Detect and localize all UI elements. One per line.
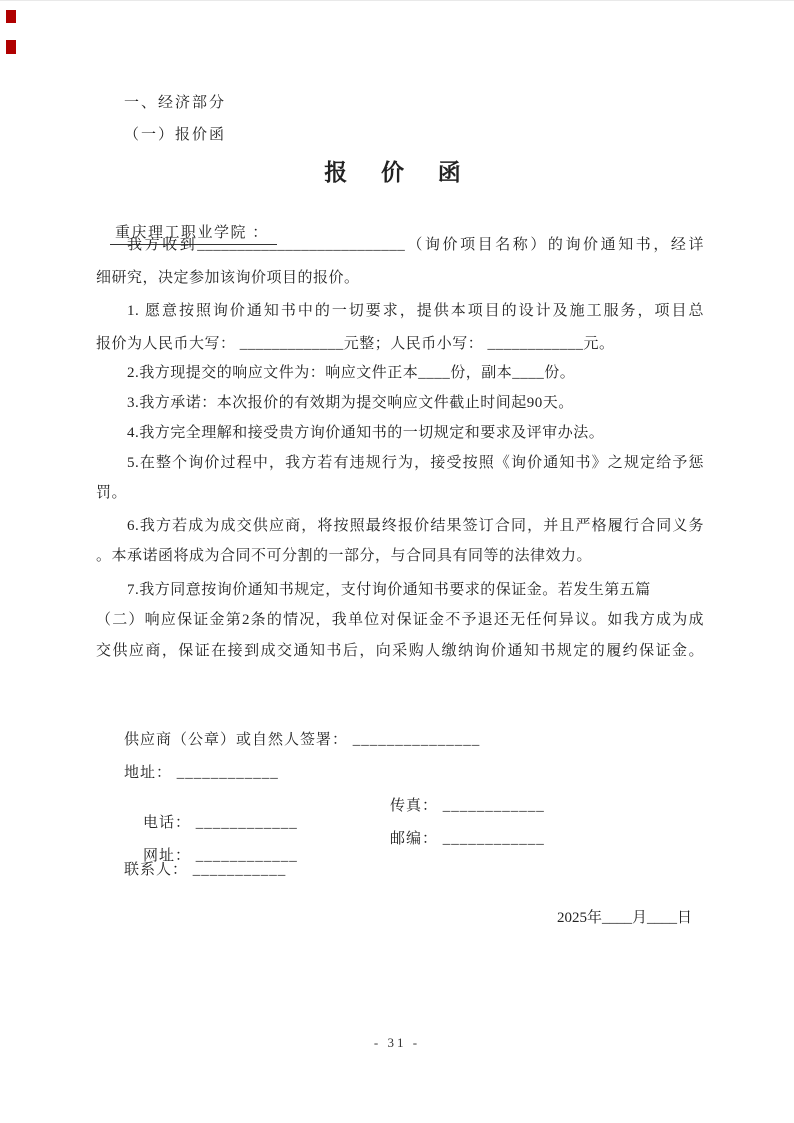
- red-annotation-mark: [6, 40, 16, 54]
- postcode-field: 邮编： ____________: [390, 831, 545, 847]
- address-line: 地址： ____________: [124, 765, 279, 781]
- phone-field: 电话： ____________: [143, 815, 298, 831]
- body-line-12: 7.我方同意按询价通知书规定，支付询价通知书要求的保证金。若发生第五篇: [127, 582, 651, 598]
- body-line-2: 细研究，决定参加该询价项目的报价。: [96, 270, 360, 286]
- body-line-10: 6.我方若成为成交供应商，将按照最终报价结果签订合同，并且严格履行合同义务: [127, 518, 704, 534]
- body-line-14: 交供应商，保证在接到成交通知书后，向采购人缴纳询价通知书规定的履约保证金。: [96, 643, 704, 659]
- subsection-heading: （一）报价函: [124, 127, 227, 143]
- contact-person-line: 联系人： ___________: [124, 862, 287, 878]
- body-line-1: 我方收到__________________________（询价项目名称）的询价通知书，经详: [127, 237, 704, 253]
- body-line-8: 5.在整个询价过程中，我方若有违规行为，接受按照《询价通知书》之规定给予惩: [127, 455, 704, 471]
- date-line: 2025年____月____日: [557, 910, 693, 926]
- body-line-7: 4.我方完全理解和接受贵方询价通知书的一切规定和要求及评审办法。: [127, 425, 605, 441]
- body-line-4: 报价为人民币大写： _____________元整；人民币小写： ____________元。: [96, 336, 615, 352]
- body-line-3: 1. 愿意按照询价通知书中的一切要求，提供本项目的设计及施工服务，项目总: [127, 303, 704, 319]
- section-heading: 一、经济部分: [124, 95, 227, 111]
- supplier-signature-line: 供应商（公章）或自然人签署： _______________: [124, 732, 481, 748]
- body-line-13: （二）响应保证金第2条的情况，我单位对保证金不予退还无任何异议。如我方成为成: [96, 612, 704, 628]
- body-line-6: 3.我方承诺：本次报价的有效期为提交响应文件截止时间起90天。: [127, 395, 574, 411]
- body-line-11: 。本承诺函将成为合同不可分割的一部分，与合同具有同等的法律效力。: [96, 548, 593, 564]
- page-number: - 31 -: [373, 1035, 421, 1050]
- body-line-5: 2.我方现提交的响应文件为：响应文件正本____份，副本____份。: [127, 365, 576, 381]
- body-line-9: 罚。: [96, 485, 128, 501]
- red-annotation-mark: [6, 10, 16, 23]
- website-field: 网址： ____________: [143, 848, 298, 864]
- salutation-text: 重庆理工职业学院 ：: [110, 221, 277, 245]
- fax-field: 传真： ____________: [390, 798, 545, 814]
- page-title: 报 价 函: [324, 160, 470, 185]
